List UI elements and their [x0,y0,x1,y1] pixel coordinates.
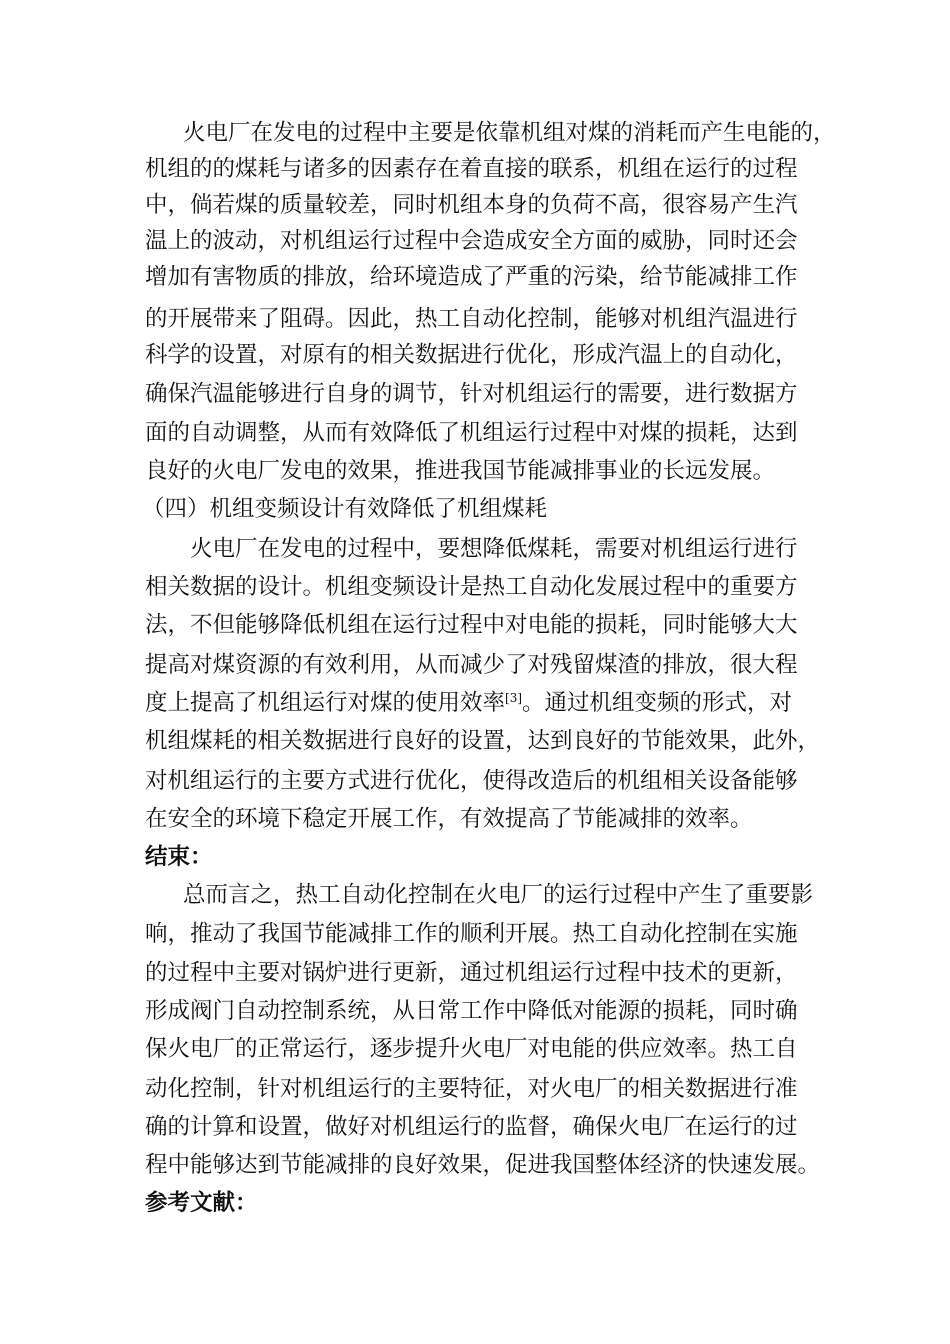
paragraph-line: 面的自动调整，从而有效降低了机组运行过程中对煤的损耗，达到 [145,420,798,446]
paragraph-line: 动化控制，针对机组运行的主要特征，对火电厂的相关数据进行准 [145,1076,798,1102]
paragraph-line: 的开展带来了阻碍。因此，热工自动化控制，能够对机组汽温进行 [145,306,798,332]
paragraph-line: 对机组运行的主要方式进行优化，使得改造后的机组相关设备能够 [145,768,798,794]
paragraph-line: 火电厂在发电的过程中，要想降低煤耗，需要对机组运行进行 [190,536,798,562]
paragraph-line: 形成阀门自动控制系统，从日常工作中降低对能源的损耗，同时确 [145,998,798,1024]
citation-marker: [3] [505,691,523,705]
line-text: 度上提高了机组运行对煤的使用效率 [145,690,506,716]
paragraph-line: 保火电厂的正常运行，逐步提升火电厂对电能的供应效率。热工自 [145,1036,798,1062]
paragraph-line: 确保汽温能够进行自身的调节，针对机组运行的需要，进行数据方 [145,381,798,407]
paragraph-line: 机组煤耗的相关数据进行良好的设置，达到良好的节能效果，此外， [145,728,821,754]
paragraph-line: 程中能够达到节能减排的良好效果，促进我国整体经济的快速发展。 [145,1152,821,1178]
paragraph-line: 增加有害物质的排放，给环境造成了严重的污染，给节能减排工作 [145,264,798,290]
paragraph-line-with-citation [145,690,792,716]
paragraph-line: 的过程中主要对锅炉进行更新，通过机组运行过程中技术的更新， [145,960,798,986]
paragraph-line: 确的计算和设置，做好对机组运行的监督，确保火电厂在运行的过 [145,1114,798,1140]
paragraph-line: 提高对煤资源的有效利用，从而减少了对残留煤渣的排放，很大程 [145,652,798,678]
paragraph-line: 中，倘若煤的质量较差，同时机组本身的负荷不高，很容易产生汽 [145,192,798,218]
paragraph-line: 响，推动了我国节能减排工作的顺利开展。热工自动化控制在实施 [145,921,798,947]
paragraph-line: 火电厂在发电的过程中主要是依靠机组对煤的消耗而产生电能的， [183,120,836,146]
paragraph-line: 科学的设置，对原有的相关数据进行优化，形成汽温上的自动化， [145,342,798,368]
paragraph-line: 总而言之，热工自动化控制在火电厂的运行过程中产生了重要影 [183,882,814,908]
conclusion-heading: 结束： [145,844,213,870]
references-heading: 参考文献： [145,1190,258,1216]
line-text: 。通过机组变频的形式，对 [522,690,793,716]
paragraph-line: 在安全的环境下稳定开展工作，有效提高了节能减排的效率。 [145,806,753,832]
paragraph-line: 相关数据的设计。机组变频设计是热工自动化发展过程中的重要方 [145,574,798,600]
paragraph-line: 法，不但能够降低机组在运行过程中对电能的损耗，同时能够大大 [145,612,798,638]
section-heading: （四）机组变频设计有效降低了机组煤耗 [142,496,548,522]
paragraph-line: 温上的波动，对机组运行过程中会造成安全方面的威胁，同时还会 [145,228,798,254]
paragraph-line: 良好的火电厂发电的效果，推进我国节能减排事业的长远发展。 [145,458,776,484]
paragraph-line: 机组的的煤耗与诸多的因素存在着直接的联系，机组在运行的过程 [145,156,798,182]
